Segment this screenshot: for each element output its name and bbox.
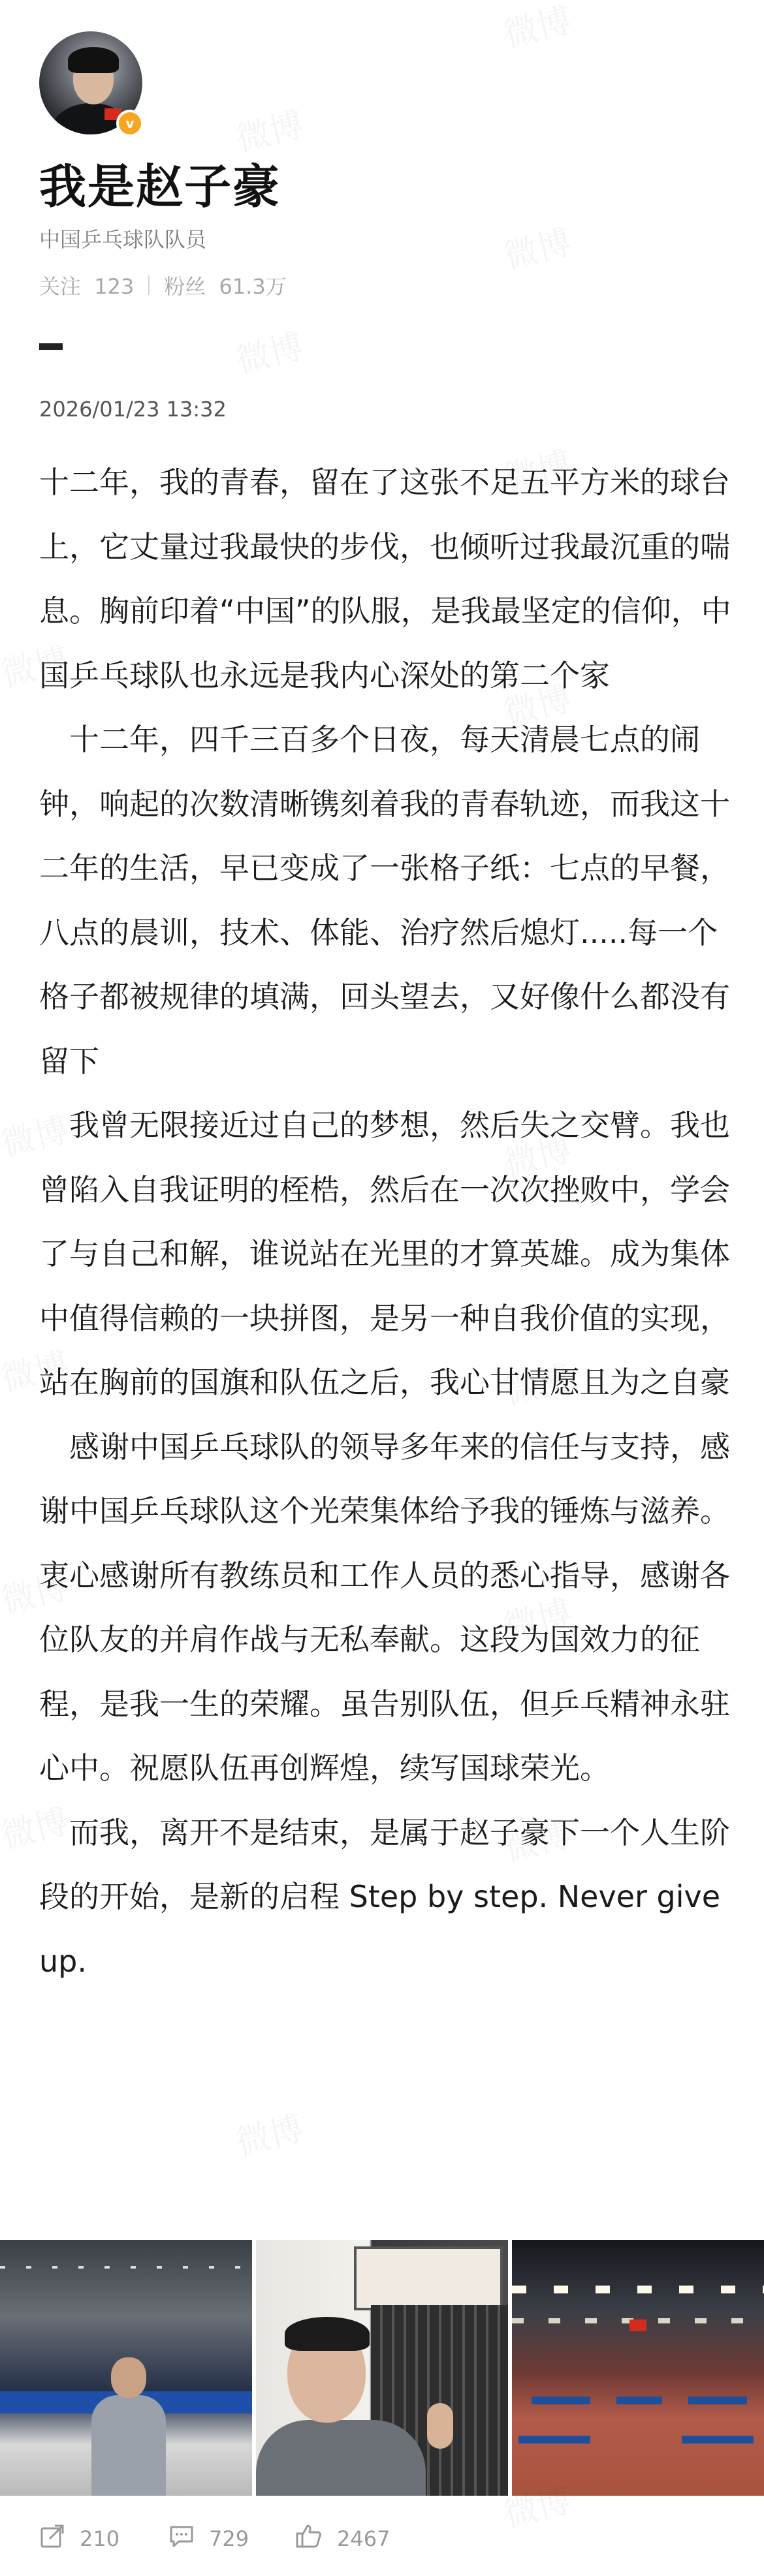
like-count: 2467 [337, 2526, 390, 2551]
following-label: 关注 [39, 274, 82, 299]
photo3-table [616, 2397, 662, 2404]
stats-divider [148, 275, 150, 295]
action-bar [0, 2518, 764, 2557]
photo3-table [518, 2436, 590, 2444]
watermark [498, 215, 575, 279]
profile-stats [39, 270, 287, 300]
profile-name[interactable]: 我是赵子豪 [39, 159, 281, 214]
followers-count: 61.3万 [219, 274, 287, 299]
photo-selfie-gate[interactable] [256, 2240, 508, 2496]
followers-label: 粉丝 [164, 274, 206, 299]
post-paragraph: 感谢中国乒乓球队的领导多年来的信任与支持，感谢中国乒乓球队这个光荣集体给予我的锤炼与滋养。衷心感谢所有教练员和工作人员的悉心指导，感谢各位队友的并肩作战与无私奉献。这段为国效力的征程，是我一生的荣耀。虽告别队伍，但乒乓精神永驻心中。祝愿队伍再创辉煌，续写国球荣光。 [39, 1429, 730, 1786]
post-paragraph: 我曾无限接近过自己的梦想，然后失之交臂。我也曾陷入自我证明的桎梏，然后在一次次挫败中，学会了与自己和解，谁说站在光里的才算英雄。成为集体中值得信赖的一块拼图，是另一种自我价值的实现，站在胸前的国旗和队伍之后，我心甘情愿且为之自豪 [39, 1108, 730, 1400]
following-count: 123 [94, 274, 135, 299]
photo2-person-hair [285, 2317, 370, 2351]
post-paragraph: 十二年，四千三百多个日夜，每天清晨七点的闹钟，响起的次数清晰镌刻着我的青春轨迹，而我这十二年的生活，早已变成了一张格子纸：七点的早餐，八点的晨训，技术、体能、治疗然后熄灯.....每一个格子都被规律的填满，回头望去，又好像什么都没有留下 [39, 722, 730, 1079]
photo1-person [91, 2395, 166, 2496]
section-divider [39, 343, 63, 350]
photo3-ceiling-lights [512, 2286, 764, 2293]
followers-stat[interactable] [164, 270, 286, 300]
watermark [498, 0, 575, 56]
photo2-person [256, 2420, 426, 2496]
photo2-sign [354, 2246, 503, 2310]
post-paragraph: 十二年，我的青春，留在了这张不足五平方米的球台上，它丈量过我最快的步伐，也倾听过我最沉重的喘息。胸前印着“中国”的队服，是我最坚定的信仰，中国乒乓球队也永远是我内心深处的第二个家 [39, 465, 731, 693]
photo1-person-head [111, 2357, 146, 2398]
profile-role: 中国乒乓球队队员 [39, 227, 207, 252]
like-button[interactable] [295, 2523, 390, 2554]
photo3-flag [629, 2320, 646, 2331]
watermark [230, 2101, 308, 2165]
post-paragraph: 而我，离开不是结束，是属于赵子豪下一个人生阶段的开始，是新的启程 Step by step. Never give up. [39, 1814, 730, 1979]
thumbs-up-icon [295, 2523, 323, 2554]
post-body [39, 450, 731, 1993]
comment-icon [168, 2523, 195, 2554]
photo3-table [532, 2397, 590, 2404]
following-stat[interactable] [39, 270, 134, 300]
verified-badge-icon: v [116, 110, 144, 137]
share-button[interactable] [39, 2523, 119, 2554]
photo1-ceiling-lights [0, 2266, 252, 2269]
share-icon [39, 2523, 65, 2554]
photo-training-hall-portrait[interactable] [0, 2240, 252, 2496]
photo-grid [0, 2240, 764, 2496]
comment-count: 729 [209, 2526, 249, 2551]
comment-button[interactable] [168, 2523, 249, 2554]
avatar-hair [68, 47, 119, 73]
share-count: 210 [80, 2526, 120, 2551]
photo3-table [688, 2397, 747, 2404]
watermark [230, 319, 308, 383]
photo2-thumbs-up [427, 2403, 453, 2449]
photo-empty-hall[interactable] [512, 2240, 764, 2496]
photo3-table [682, 2436, 754, 2444]
post-datetime: 2026/01/23 13:32 [39, 397, 227, 422]
